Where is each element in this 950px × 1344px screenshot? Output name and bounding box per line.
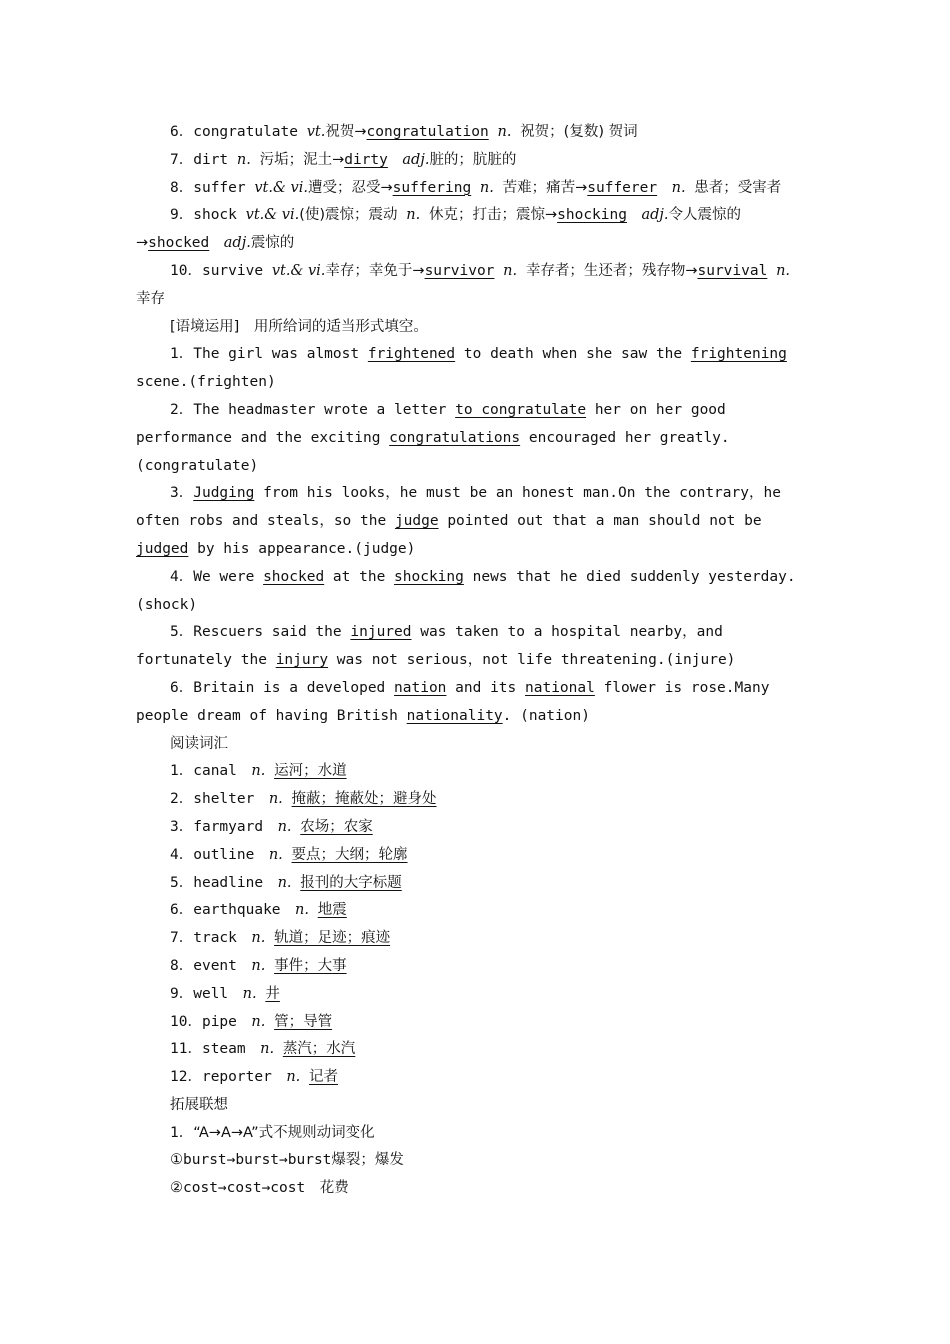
exercise-text: We were [193,568,264,585]
part-of-speech: n. [497,124,512,140]
answer-blank: shocking [557,207,627,224]
exercise-1 [136,341,811,397]
answer-blank: 农场；农家 [300,818,373,835]
vocab-meaning: 花费 [305,1180,349,1197]
vocab-word: track [193,930,237,947]
vocab-word: pipe [201,1013,237,1030]
answer-blank: shocked [263,568,325,585]
expand-title [136,1120,811,1148]
answer-blank: sufferer [587,179,658,196]
vocab-word: earthquake [193,902,281,919]
vocab-meaning: 祝贺；(复数) 贺词 [520,124,638,140]
answer-blank: frightening [690,346,787,363]
answer-blank: shocked [148,235,210,252]
vocab-meaning: (使)震惊；震动 [299,207,398,224]
part-of-speech: adj. [402,151,430,168]
answer-blank: 记者 [309,1069,338,1086]
vocab-meaning: 脏的；肮脏的 [429,151,517,168]
item-number: 10． [170,262,202,279]
verb-forms: ②cost→cost→cost [170,1180,306,1197]
item-number: 6． [170,902,194,919]
item-number: 10． [170,1013,202,1030]
item-number: 3． [170,485,194,502]
item-number: 2． [170,401,194,418]
item-number: 1． [170,346,194,363]
vocab-word: farmyard [193,818,264,835]
exercise-text: from his looks，he must be an honest man.On the contrary，he often robs and steals，so the [136,485,781,530]
answer-blank: national [525,679,595,696]
vocab-word: headline [193,874,264,891]
vocab-meaning: 令人震惊的→ [136,207,742,252]
vocab-word: well [193,985,229,1002]
part-of-speech: n. [406,207,421,224]
exercise-text: and its [446,679,525,696]
exercise-text: to death when she saw the [455,346,691,363]
item-number: 5． [170,624,194,641]
item-number: 9． [170,207,194,224]
context-heading: [语境运用] 用所给词的适当形式填空。 [170,318,428,335]
answer-blank: 轨道；足迹；痕迹 [274,930,391,947]
page-content [136,119,811,1203]
item-number: 8． [170,179,194,196]
answer-blank: to congratulate [455,401,587,418]
expand-heading: 拓展联想 [170,1096,228,1113]
answer-blank: 掩蔽；掩蔽处；避身处 [291,791,437,808]
part-of-speech: n. [277,818,292,835]
part-of-speech: n. [260,1041,275,1058]
part-of-speech: vt. [306,124,326,140]
vocab-meaning: 休克；打击；震惊→ [428,207,558,224]
item-number: 11． [170,1041,202,1058]
vocab-meaning: 爆裂；爆发 [331,1152,404,1169]
reading-item [136,842,811,870]
vocab-meaning: 震惊的 [250,235,295,252]
part-of-speech: n. [479,179,494,196]
reading-item [136,897,811,925]
vocab-word: survive [201,262,264,279]
vocab-word: outline [193,846,255,863]
answer-blank: judge [394,513,439,530]
answer-blank: 管；导管 [274,1013,333,1030]
verb-forms: ①burst→burst→burst [170,1152,332,1169]
part-of-speech: adj. [641,207,669,224]
vocab-word: reporter [201,1069,272,1086]
reading-item [136,925,811,953]
vocab-word: dirt [193,151,229,168]
exercise-text: . (nation) [502,707,590,724]
answer-blank: suffering [392,179,472,196]
item-number: 4． [170,846,194,863]
vocab-word: shock [193,207,237,224]
part-of-speech: vt.& vi. [245,207,300,224]
item-number: 6． [170,679,194,696]
item-number: 7． [170,930,194,947]
reading-item [136,981,811,1009]
vocab-word: event [193,957,237,974]
exercise-text: by his appearance.(judge) [188,540,416,557]
part-of-speech: n. [251,763,266,780]
item-number: 4． [170,568,194,585]
reading-item [136,1064,811,1092]
exercise-3 [136,480,811,563]
answer-blank: injured [350,624,412,641]
vocab-word: congratulate [193,124,298,140]
exercise-text: at the [324,568,395,585]
exercise-text: Britain is a developed [193,679,395,696]
vocab-word: suffer [193,179,246,196]
part-of-speech: n. [251,957,266,974]
answer-blank: 事件；大事 [274,957,347,974]
answer-blank: survivor [424,262,495,279]
exercise-4 [136,564,811,620]
expand-item [136,1147,811,1175]
item-number: 6． [170,124,194,140]
item-number: 9． [170,985,194,1002]
reading-item [136,814,811,842]
part-of-speech: n. [251,1013,266,1030]
exercise-text: was taken to a hospital nearby，and fortunately the [136,624,723,669]
vocab-word: canal [193,763,237,780]
vocab-meaning: 患者；受害者 [694,179,782,196]
exercise-text: was not serious，not life threatening.(injure) [328,652,736,669]
vocab-item-7 [136,147,811,175]
answer-blank: 要点；大纲；轮廓 [291,846,408,863]
item-number: 5． [170,874,194,891]
part-of-speech: n. [671,179,686,196]
reading-item [136,786,811,814]
answer-blank: nation [394,679,447,696]
part-of-speech: n. [277,874,292,891]
part-of-speech: vt.& vi. [254,179,308,196]
answer-blank: 蒸汽；水汽 [282,1041,356,1058]
reading-item [136,953,811,981]
part-of-speech: n. [268,791,283,808]
item-number: 3． [170,818,194,835]
exercise-text: scene.(frighten) [136,374,276,391]
reading-heading: 阅读词汇 [170,735,228,752]
expand-title-text: “A→A→A”式不规则动词变化 [193,1124,375,1141]
exercise-text: Rescuers said the [193,624,351,641]
reading-item [136,1009,811,1037]
answer-blank: 井 [265,985,280,1002]
answer-blank: 运河；水道 [274,763,347,780]
exercise-text: The girl was almost [193,346,368,363]
vocab-meaning: 幸存；幸免于→ [325,262,425,279]
vocab-meaning: 遭受；忍受→ [307,179,393,196]
reading-item [136,870,811,898]
answer-blank: congratulation [366,124,489,140]
vocab-word: shelter [193,791,255,808]
part-of-speech: n. [776,262,791,279]
exercise-5 [136,619,811,675]
exercise-text: flower is rose.Many people dream of having British [136,679,770,724]
part-of-speech: n. [295,902,309,919]
answer-blank: shocking [394,568,464,585]
vocab-meaning: 祝贺→ [325,124,367,140]
vocab-item-8 [136,175,811,203]
vocab-meaning: 苦难；痛苦→ [502,179,588,196]
answer-blank: injury [275,652,329,669]
answer-blank: Judging [193,485,255,502]
answer-blank: congratulations [389,429,521,446]
answer-blank: nationality [406,707,503,724]
expand-item [136,1175,811,1203]
vocab-meaning: 幸存者；生还者；残存物→ [525,262,698,279]
answer-blank: dirty [344,151,388,168]
item-number: 2． [170,791,194,808]
reading-item [136,1036,811,1064]
exercise-text: pointed out that a man should not be [438,513,762,530]
answer-blank: survival [697,262,768,279]
part-of-speech: vt.& vi. [271,262,326,279]
exercise-2 [136,397,811,480]
item-number: 8． [170,957,194,974]
vocab-item-6 [136,119,811,147]
part-of-speech: n. [251,930,266,947]
vocab-item-9 [136,202,811,258]
vocab-word: steam [201,1041,246,1058]
answer-blank: judged [136,540,189,557]
part-of-speech: n. [286,1069,301,1086]
reading-item [136,758,811,786]
answer-blank: 地震 [317,902,347,919]
vocab-meaning: 污垢；泥土→ [259,151,345,168]
item-number: 1． [170,763,194,780]
vocab-item-10 [136,258,811,314]
exercise-text: encouraged her greatly.(congratulate) [136,429,730,474]
answer-blank: frightened [367,346,456,363]
exercise-6 [136,675,811,731]
item-number: 12． [170,1069,202,1086]
part-of-speech: n. [268,846,283,863]
exercise-text: her on her good performance and the exciting [136,401,726,446]
vocab-meaning: 幸存 [136,290,165,307]
part-of-speech: n. [236,151,251,168]
part-of-speech: n. [242,985,257,1002]
part-of-speech: n. [503,262,518,279]
exercise-text: The headmaster wrote a letter [193,401,456,418]
exercise-text: news that he died suddenly yesterday.(shock) [136,568,796,613]
item-number: 1． [170,1124,194,1141]
item-number: 7． [170,151,194,168]
answer-blank: 报刊的大字标题 [300,874,402,891]
part-of-speech: adj. [223,235,251,252]
